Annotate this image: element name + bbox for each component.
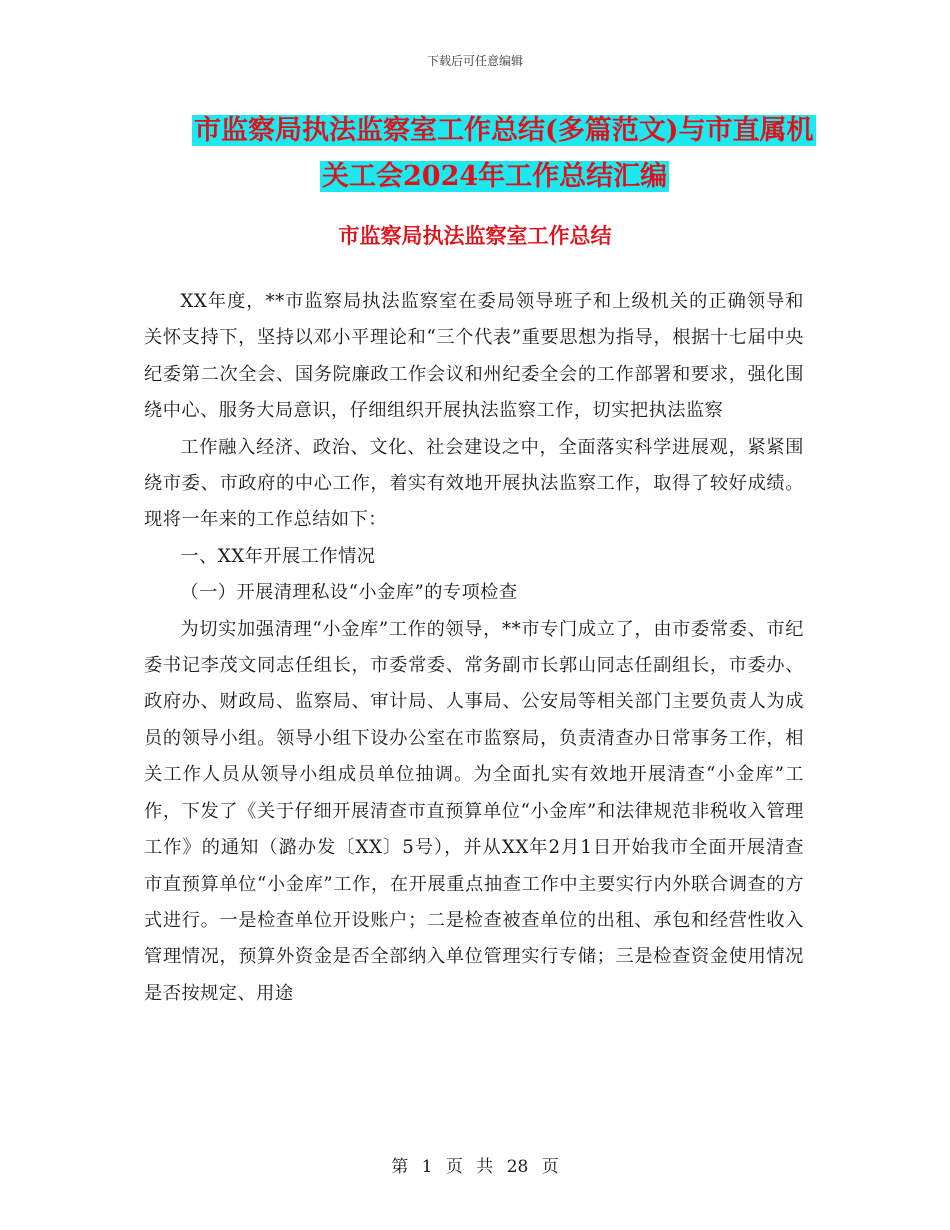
title-highlight-1: 市监察局执法监察室工作总结(多篇范文)与市直属机 bbox=[194, 115, 814, 146]
paragraph-subheading-1: （一）开展清理私设“小金库”的专项检查 bbox=[180, 582, 518, 604]
paragraph-1: XX年度，**市监察局执法监察室在委局领导班子和上级机关的正确领导和关怀支持下，坚持以邓小平理论和“三个代表”重要思想为指导，根据十七届中央纪委第二次全会、国务院廉政工作会议和州纪委全会的工作部署和要求，强化围绕中心、服务大局意识，仔细组织开展执法监察工作，切实把执法监察 bbox=[144, 291, 804, 422]
page-footer bbox=[0, 1152, 950, 1177]
title-highlight-2: 关工会2024年工作总结汇编 bbox=[322, 161, 668, 192]
footer-page-word: 页 bbox=[445, 1157, 463, 1177]
footer-prefix: 第 bbox=[391, 1157, 409, 1177]
section-title: 市监察局执法监察室工作总结 bbox=[338, 223, 612, 248]
document-body bbox=[144, 284, 804, 1012]
footer-page-number: 1 bbox=[421, 1157, 433, 1177]
document-title-line-1 bbox=[148, 108, 828, 154]
header-note: 下载后可任意编辑 bbox=[426, 54, 523, 68]
paragraph-2: 工作融入经济、政治、文化、社会建设之中，全面落实科学进展观，紧紧围绕市委、市政府的中心工作，着实有效地开展执法监察工作，取得了较好成绩。现将一年来的工作总结如下： bbox=[144, 436, 804, 531]
footer-total-word: 共 bbox=[476, 1157, 494, 1177]
paragraph-heading-1: 一、XX年开展工作情况 bbox=[180, 545, 376, 567]
footer-suffix: 页 bbox=[541, 1157, 559, 1177]
paragraph-3: 为切实加强清理“小金库”工作的领导，**市专门成立了，由市委常委、市纪委书记李茂文同志任组长，市委常委、常务副市长郭山同志任副组长，市委办、政府办、财政局、监察局、审计局、人事局、公安局等相关部门主要负责人为成员的领导小组。领导小组下设办公室在市监察局，负责清查办日常事务工作，相关工作人员从领导小组成员单位抽调。为全面扎实有效地开展清查“小金库”工作，下发了《关于仔细开展清查市直预算单位“小金库”和法律规范非税收入管理工作》的通知（潞办发〔XX〕5号），并从XX年2月1日开始我市全面开展清查市直预算单位“小金库”工作，在开展重点抽查工作中主要实行内外联合调查的方式进行。一是检查单位开设账户；二是检查被查单位的出租、承包和经营性收入管理情况，预算外资金是否全部纳入单位管理实行专储；三是检查资金使用情况是否按规定、用途 bbox=[144, 618, 804, 1004]
document-title bbox=[148, 108, 828, 200]
footer-total-pages: 28 bbox=[506, 1157, 529, 1177]
document-title-line-2 bbox=[148, 154, 828, 200]
